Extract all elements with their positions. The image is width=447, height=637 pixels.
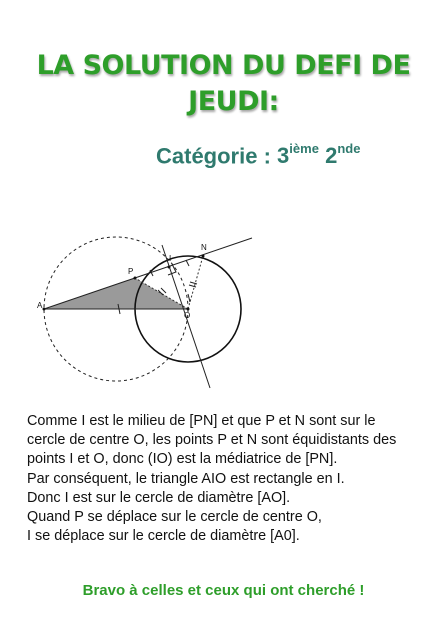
explanation-line: Par conséquent, le triangle AIO est rectangle en I. bbox=[27, 470, 345, 487]
point-n bbox=[202, 255, 205, 258]
point-a bbox=[43, 308, 46, 311]
explanation-line: I se déplace sur le cercle de diamètre [A0]. bbox=[27, 528, 300, 545]
explanation-line: Comme I est le milieu de [PN] et que P et N sont sur le bbox=[27, 413, 376, 429]
label-n: N bbox=[201, 243, 207, 252]
tick-mark bbox=[161, 288, 166, 293]
point-p bbox=[134, 277, 137, 280]
tick-mark bbox=[186, 260, 189, 266]
explanation-line: Donc I est sur le cercle de diamètre [AO]. bbox=[27, 489, 291, 506]
explanation-line: Quand P se déplace sur le cercle de centre O, bbox=[27, 509, 322, 526]
tick-mark bbox=[188, 294, 190, 302]
label-a: A bbox=[37, 301, 43, 310]
label-i: I bbox=[169, 254, 172, 263]
grade-1-number: 3 bbox=[277, 143, 290, 169]
title-line-1: LA SOLUTION DU DEFI DE bbox=[36, 50, 411, 81]
grade-1-suffix: ième bbox=[289, 141, 319, 156]
tick-mark bbox=[190, 282, 197, 284]
congrats-message: Bravo à celles et ceux qui ont cherché ! bbox=[82, 582, 365, 599]
point-i bbox=[168, 266, 171, 269]
category-grade-1 bbox=[277, 143, 319, 168]
grade-2-suffix: nde bbox=[337, 141, 361, 156]
category-heading bbox=[156, 143, 360, 169]
explanation-line: points I et O, donc (IO) est la médiatrice de [PN]. bbox=[27, 451, 338, 468]
title-line-2: JEUDI: bbox=[188, 86, 279, 117]
label-p: P bbox=[128, 267, 134, 276]
grade-2-number: 2 bbox=[325, 143, 338, 169]
explanation-line: cercle de centre O, les points P et N sont équidistants des bbox=[27, 432, 397, 449]
category-grade-2 bbox=[325, 143, 360, 168]
shaded-triangle bbox=[44, 278, 188, 309]
category-label: Catégorie : bbox=[156, 143, 271, 169]
label-o: O bbox=[184, 311, 191, 320]
geometry-figure bbox=[22, 228, 292, 403]
explanation-text bbox=[27, 412, 437, 546]
